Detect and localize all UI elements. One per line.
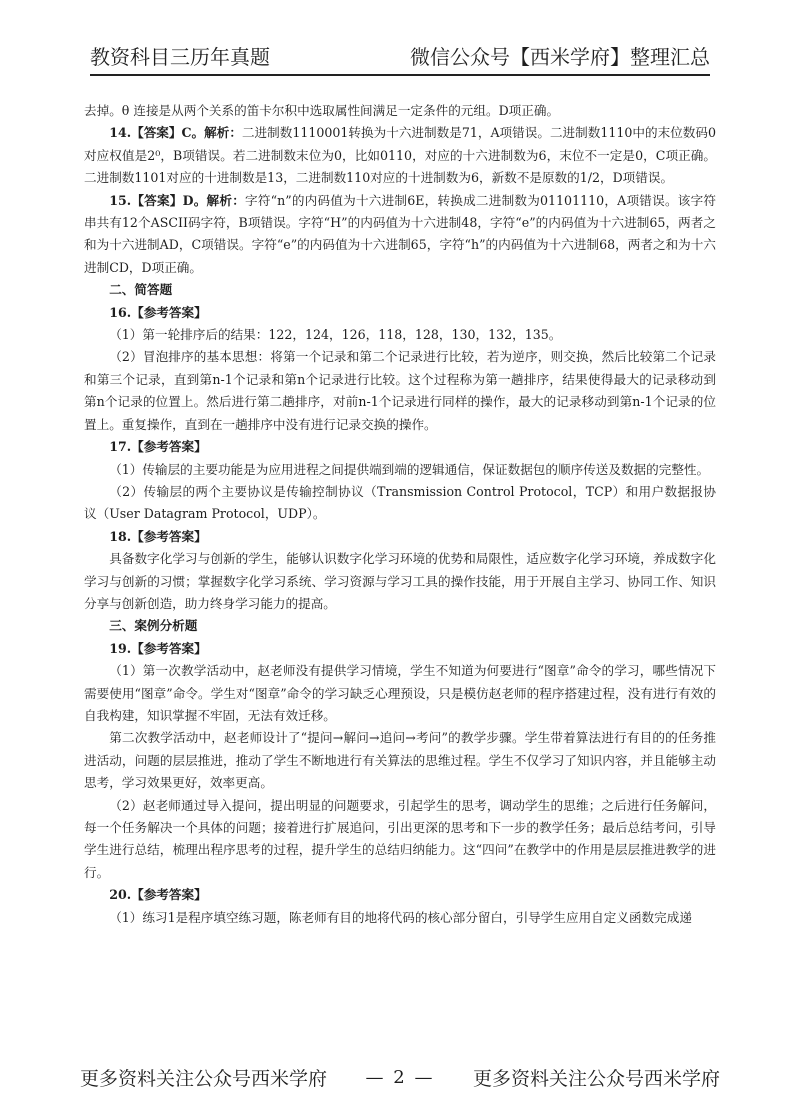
paragraph: 具备数字化学习与创新的学生，能够认识数字化学习环境的优势和局限性，适应数字化学习环境，养成数字化学习与创新的习惯；掌握数字化学习系统、学习资源与学习工具的操作技能，用于开展自主学习、协同工作、知识分享与创新创造，助力终身学习能力的提高。 (84, 551, 716, 611)
answer-14-body: 二进制数1110001转换为十六进制数是71，A项错误。二进制数1110中的末位数码0对应权值是2⁰，B项错误。若二进制数末位为0，比如0110，对应的十六进制数为6，末位不一定是0，C项正确。二进制数1101对应的十进制数是13，二进制数110对应的十进制数为6，新数不是原数的1/2，D项错误。 (84, 125, 716, 186)
paragraph: （2）冒泡排序的基本思想：将第一个记录和第二个记录进行比较，若为逆序，则交换，然后比较第二个记录和第三个记录，直到第n-1个记录和第n个记录进行比较。这个过程称为第一趟排序，结果使得最大的记录移动到第n个记录的位置上。然后进行第二趟排序，对前n-1个记录进行同样的操作，最大的记录移动到第n-1个记录的位置上。重复操作，直到在一趟排序中没有进行记录交换的操作。 (84, 349, 716, 432)
paragraph: 第二次教学活动中，赵老师设计了“提问→解问→追问→考问”的教学步骤。学生带着算法进行有目的的任务推进活动，问题的层层推进，推动了学生不断地进行有关算法的思维过程。学生不仅学习了知识内容，并且能够主动思考，学习效果更好，效率更高。 (84, 730, 716, 791)
header-right-title: 微信公众号【西米学府】整理汇总 (410, 45, 710, 69)
page-footer (80, 1062, 720, 1092)
paragraph: （2）赵老师通过导入提问，提出明显的问题要求，引起学生的思考，调动学生的思维；之后进行任务解问，每一个任务解决一个具体的问题；接着进行扩展追问，引出更深的思考和下一步的教学任务；最后总结考问，引导学生进行总结，梳理出程序思考的过程，提升学生的总结归纳能力。这“四问”在教学中的作用是层层推进教学的进行。 (84, 797, 716, 880)
header-left-title: 教资科目三历年真题 (90, 45, 270, 69)
section-heading-3: 三、案例分析题 (109, 618, 198, 634)
page-number: — 2 — (365, 1066, 435, 1088)
answer-18-head: 18.【参考答案】 (109, 528, 207, 544)
paragraph: （1）第一轮排序后的结果：122，124，126，118，128，130，132，135。 (109, 327, 562, 343)
answer-16-head: 16.【参考答案】 (109, 304, 207, 320)
page-header (90, 40, 710, 76)
answer-14 (84, 122, 716, 189)
paragraph: （1）练习1是程序填空练习题，陈老师有目的地将代码的核心部分留白，引导学生应用自定义函数完成递 (109, 909, 692, 925)
answer-15-body: 字符“n”的内码值为十六进制6E，转换成二进制数为01101110，A项错误。该字符串共有12个ASCII码字符，B项错误。字符“H”的内码值为十六进制48，字符“e”的内码值为十六进制65，两者之和为十六进制AD，C项错误。字符“e”的内码值为十六进制65，字符“h”的内码值为十六进制68，两者之和为十六进制CD，D项正确。 (84, 192, 716, 275)
paragraph: 去掉。θ 连接是从两个关系的笛卡尔积中选取属性间满足一定条件的元组。D项正确。 (84, 103, 560, 118)
answer-14-head: 14.【答案】C。解析： (109, 125, 242, 141)
footer-left-text: 更多资料关注公众号西米学府 (80, 1067, 328, 1090)
answer-17-head: 17.【参考答案】 (109, 439, 207, 455)
document-body (84, 100, 716, 929)
footer-right-text: 更多资料关注公众号西米学府 (472, 1067, 720, 1090)
section-heading-2: 二、简答题 (109, 282, 173, 298)
answer-15 (84, 190, 716, 280)
answer-19-head: 19.【参考答案】 (109, 640, 207, 656)
paragraph: （2）传输层的两个主要协议是传输控制协议（Transmission Control Protocol，TCP）和用户数据报协议（User Datagram Protocol，UDP）。 (84, 483, 716, 522)
answer-20-head: 20.【参考答案】 (109, 887, 207, 903)
paragraph: （1）第一次教学活动中，赵老师没有提供学习情境，学生不知道为何要进行“图章”命令的学习，哪些情况下需要使用“图章”命令。学生对“图章”命令的学习缺乏心理预设，只是模仿赵老师的程序搭建过程，没有进行有效的自我构建，知识掌握不牢固，无法有效迁移。 (84, 663, 716, 723)
paragraph: （1）传输层的主要功能是为应用进程之间提供端到端的逻辑通信，保证数据包的顺序传送及数据的完整性。 (109, 461, 710, 477)
answer-15-head: 15.【答案】D。解析： (109, 192, 246, 208)
